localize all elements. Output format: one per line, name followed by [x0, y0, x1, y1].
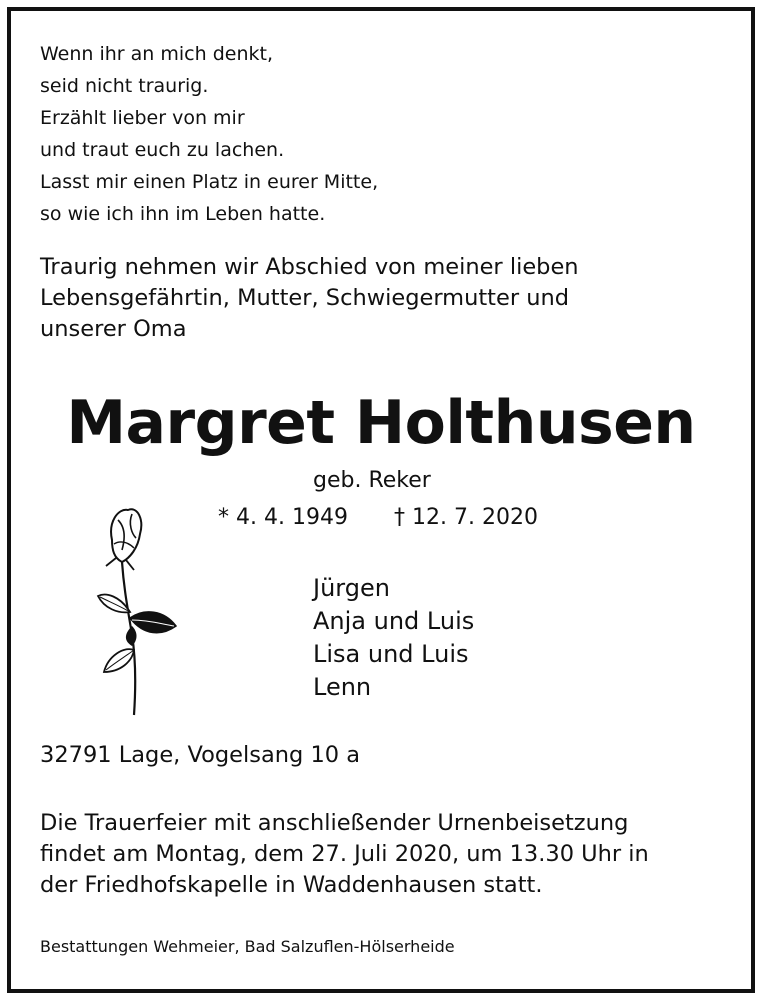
poem-line: seid nicht traurig. — [40, 75, 209, 97]
poem-line: und traut euch zu lachen. — [40, 139, 285, 161]
family-members — [313, 572, 474, 704]
maiden-name: geb. Reker — [313, 468, 431, 493]
family-member: Jürgen — [313, 574, 390, 602]
poem-line: Lasst mir einen Platz in eurer Mitte, — [40, 171, 379, 193]
family-member: Anja und Luis — [313, 607, 475, 635]
intro-line: Lebensgefährtin, Mutter, Schwiegermutter und — [40, 285, 570, 311]
ceremony-line: der Friedhofskapelle in Waddenhausen statt. — [40, 872, 543, 898]
ceremony-line: Die Trauerfeier mit anschließender Urnenbeisetzung — [40, 810, 629, 836]
intro-line: unserer Oma — [40, 316, 187, 342]
death-date: † 12. 7. 2020 — [394, 505, 538, 530]
poem-line: Erzählt lieber von mir — [40, 107, 245, 129]
poem — [40, 38, 378, 230]
family-member: Lenn — [313, 673, 372, 701]
birth-date: * 4. 4. 1949 — [218, 505, 348, 530]
ceremony-info — [40, 808, 649, 901]
deceased-name: Margret Holthusen — [66, 388, 696, 458]
address: 32791 Lage, Vogelsang 10 a — [40, 742, 361, 768]
intro-line: Traurig nehmen wir Abschied von meiner lieben — [40, 254, 579, 280]
poem-line: so wie ich ihn im Leben hatte. — [40, 203, 326, 225]
farewell-intro — [40, 252, 579, 345]
rose-icon — [92, 500, 182, 720]
undertaker: Bestattungen Wehmeier, Bad Salzuflen-Hölserheide — [40, 937, 455, 956]
poem-line: Wenn ihr an mich denkt, — [40, 43, 273, 65]
family-member: Lisa und Luis — [313, 640, 469, 668]
ceremony-line: findet am Montag, dem 27. Juli 2020, um 13.30 Uhr in — [40, 841, 649, 867]
